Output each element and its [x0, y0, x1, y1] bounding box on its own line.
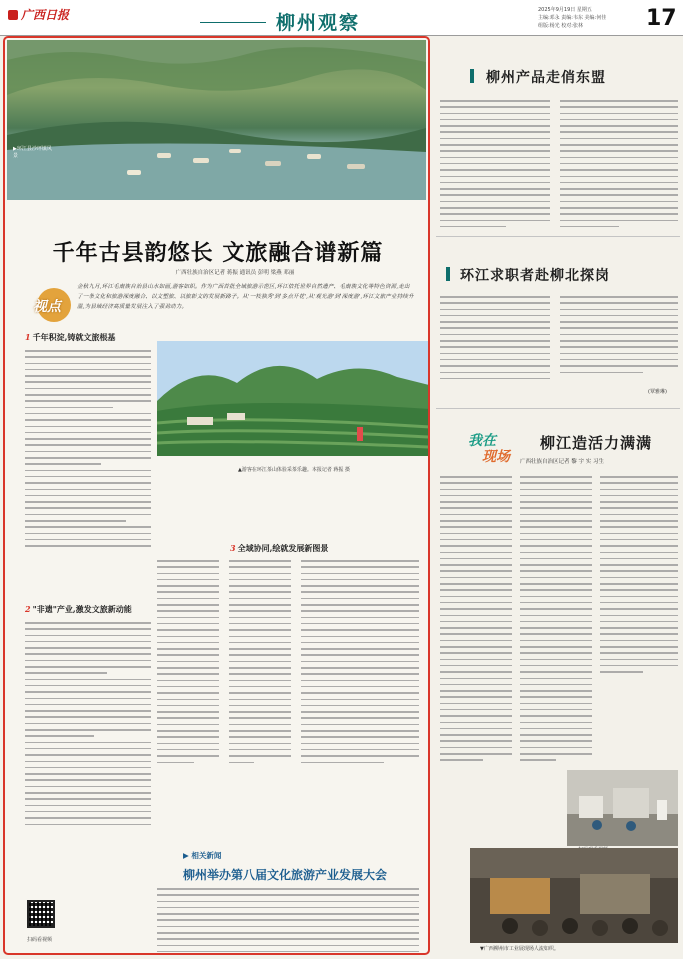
masthead — [0, 0, 683, 36]
qr-code[interactable] — [27, 900, 55, 928]
hero-photo — [7, 40, 426, 200]
page-number: 17 — [646, 6, 677, 31]
story2-title[interactable]: 环江求职者赴柳北探岗 — [460, 268, 610, 284]
story3-col2 — [520, 476, 592, 766]
header-rule — [200, 22, 266, 23]
body-column-3 — [229, 560, 291, 768]
subheading-number: 1 — [25, 332, 31, 342]
subheading-3: 3 全域协同,绘就发展新图景 — [230, 543, 329, 553]
story2-source: (覃雅琳) — [648, 389, 667, 395]
tea-photo-caption: ▲游客在环江茶山体验采茶乐趣。本报记者 蒋振 摄 — [237, 467, 351, 473]
expo-photo-caption: ▼广西柳州市工业展现场人流如织。 — [480, 946, 559, 952]
on-site-tag — [468, 430, 524, 464]
logo-text: 广西日报 — [21, 8, 70, 22]
related-news-title[interactable]: 柳州举办第八届文化旅游产业发展大会 — [183, 868, 388, 882]
expo-image — [470, 848, 678, 943]
hero-caption: ▶环江县沙坪镇风景 — [13, 146, 52, 159]
story1-marker — [470, 69, 474, 83]
issue-date: 2025年9月19日 星期五 — [538, 7, 592, 13]
story3-title[interactable]: 柳江造活力满满 — [540, 434, 653, 452]
tea-field-image — [157, 341, 429, 456]
byline: 广西壮族自治区记者 蒋振 通讯员 彭明 梁燕 邓丽 — [175, 270, 295, 276]
logo-icon — [8, 10, 18, 20]
lead-article — [3, 36, 430, 955]
story2-marker — [446, 267, 450, 281]
editor-line: 主编:邓永 责编:韦东 美编:何佳 — [538, 15, 607, 21]
viewpoint-badge — [27, 284, 73, 326]
factory-photo — [567, 770, 678, 846]
story2-col1 — [440, 296, 550, 384]
qr-label: 扫码看视频 — [27, 937, 53, 943]
body-column-2 — [157, 560, 219, 768]
subheading-number: 3 — [230, 543, 236, 553]
lede-paragraph: 金秋九月,环江毛南族自治县山水如画,游客如织。作为广西首批全域旅游示范区,环江依托世界自然遗产、毛南族文化等特色资源,走出了一条文化和旅游深度融合、以文塑旅、以旅彰文的发展新路子。从'一枝独秀'到'多点开花',从'观光游'到'深度游',环江文旅产业持续升温,为县域经济高质量发展注入了强劲动力。 — [77, 284, 414, 310]
body-column-1 — [25, 350, 151, 552]
headline: 千年古县韵悠长 文旅融合谱新篇 — [52, 240, 384, 266]
story3-col1 — [440, 476, 512, 766]
factory-image — [567, 770, 678, 846]
tag-word-1: 我在 — [468, 433, 496, 449]
story-separator-2 — [436, 408, 680, 409]
badge-text: 视点 — [33, 299, 61, 315]
subheading-number: 2 — [25, 604, 31, 614]
story1-title[interactable]: 柳州产品走俏东盟 — [486, 70, 606, 86]
layout-line: 组版:杨光 校对:张林 — [538, 23, 583, 29]
section-title: 柳州观察 — [276, 12, 361, 34]
issue-meta — [538, 6, 606, 30]
arrow-right-icon: ▶ — [183, 851, 189, 860]
story-separator-1 — [436, 236, 680, 237]
story1-col2 — [560, 100, 678, 232]
hero-landscape — [7, 40, 426, 200]
story3-byline: 广西壮族自治区记者 黎 宇 实 习生 — [520, 459, 604, 465]
subheading-1: 1 千年积淀,铸就文旅根基 — [25, 332, 116, 342]
body-column-4 — [301, 560, 419, 768]
newspaper-logo — [8, 6, 69, 23]
story1-col1 — [440, 100, 550, 232]
tag-word-2: 现场 — [482, 449, 510, 465]
subheading-2: 2 "非遗"产业,激发文旅新动能 — [25, 604, 132, 614]
tea-field-photo — [157, 341, 429, 456]
expo-photo — [470, 848, 678, 943]
body-column-1b — [25, 622, 151, 830]
related-body — [157, 888, 419, 955]
related-news-label: ▶ 相关新闻 — [183, 851, 222, 860]
story3-col3 — [600, 476, 678, 678]
story2-col2 — [560, 296, 678, 378]
